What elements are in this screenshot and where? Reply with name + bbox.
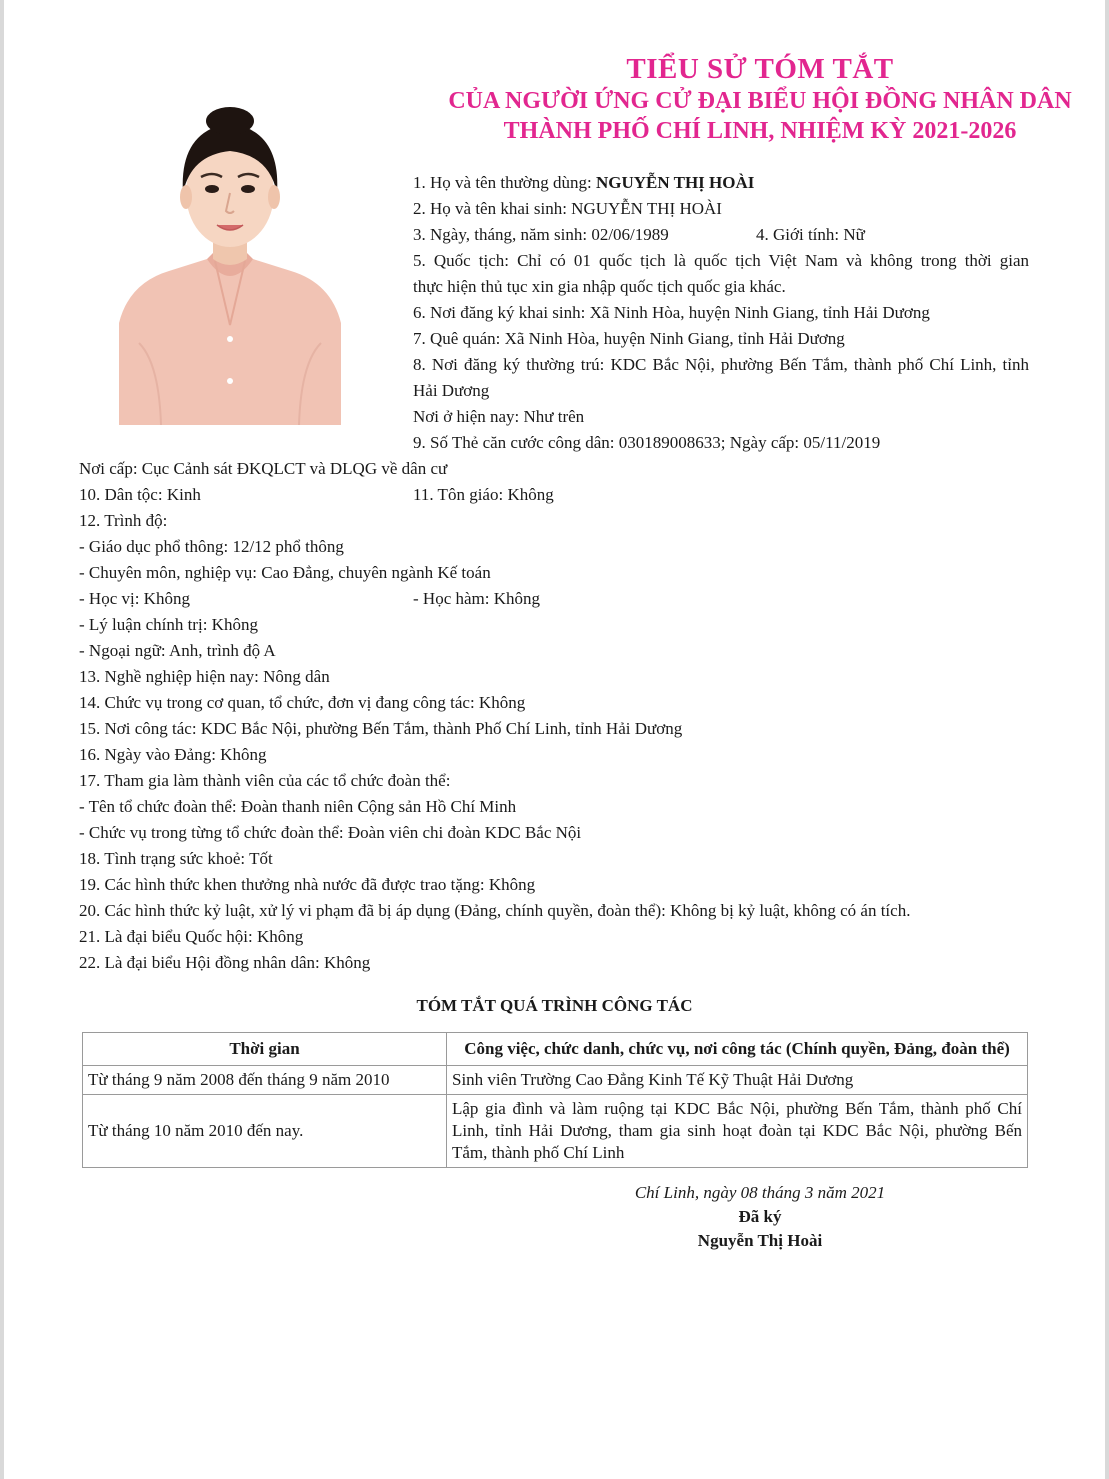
field-common-name-value: NGUYỄN THỊ HOÀI [596, 173, 755, 192]
table-row [83, 1066, 1028, 1095]
field-occupation: 13. Nghề nghiệp hiện nay: Nông dân [79, 667, 330, 686]
field-common-name [413, 170, 754, 196]
field-political-theory: - Lý luận chính trị: Không [79, 615, 258, 634]
header-description: Công việc, chức danh, chức vụ, nơi công tác (Chính quyền, Đảng, đoàn thể) [447, 1033, 1028, 1066]
row-description: Sinh viên Trường Cao Đẳng Kinh Tế Kỹ Thuật Hải Dương [447, 1066, 1028, 1095]
field-national-assembly: 21. Là đại biểu Quốc hội: Không [79, 927, 304, 946]
table-row [83, 1095, 1028, 1168]
signature-status: Đã ký [738, 1207, 782, 1226]
field-discipline: 20. Các hình thức kỷ luật, xử lý vi phạm đã bị áp dụng (Đảng, chính quyền, đoàn thể): Không bị kỷ luật, không có án tích. [79, 901, 911, 920]
field-ethnicity: 10. Dân tộc: Kinh [79, 485, 201, 504]
work-history-table [82, 1032, 1028, 1168]
field-common-name-label: 1. Họ và tên thường dùng: [413, 173, 596, 192]
field-hometown: 7. Quê quán: Xã Ninh Hòa, huyện Ninh Giang, tỉnh Hải Dương [413, 329, 845, 348]
page-border-left [0, 0, 4, 1479]
header-time: Thời gian [83, 1033, 447, 1066]
field-degree: - Học vị: Không [79, 589, 190, 608]
field-id-issuer: Nơi cấp: Cục Cảnh sát ĐKQLCT và DLQG về dân cư [79, 459, 448, 478]
table-header-row [83, 1033, 1028, 1066]
field-birth-registration: 6. Nơi đăng ký khai sinh: Xã Ninh Hòa, huyện Ninh Giang, tỉnh Hải Dương [413, 303, 930, 322]
field-organizations: 17. Tham gia làm thành viên của các tổ chức đoàn thể: [79, 771, 451, 790]
field-religion: 11. Tôn giáo: Không [413, 485, 554, 504]
page-border-right [1105, 0, 1109, 1479]
field-health: 18. Tình trạng sức khoẻ: Tốt [79, 849, 273, 868]
row-time: Từ tháng 9 năm 2008 đến tháng 9 năm 2010 [83, 1066, 447, 1095]
field-permanent-residence-cont: Hải Dương [413, 381, 490, 400]
title-line-2: CỦA NGƯỜI ỨNG CỬ ĐẠI BIỂU HỘI ĐỒNG NHÂN DÂN [448, 88, 1072, 114]
title-line-3: THÀNH PHỐ CHÍ LINH, NHIỆM KỲ 2021-2026 [503, 118, 1017, 144]
field-birth-name: 2. Họ và tên khai sinh: NGUYỄN THỊ HOÀI [413, 199, 722, 218]
field-education-heading: 12. Trình độ: [79, 511, 168, 530]
field-academic-title: - Học hàm: Không [413, 589, 541, 608]
signature-name: Nguyễn Thị Hoài [697, 1231, 823, 1250]
field-foreign-language: - Ngoại ngữ: Anh, trình độ A [79, 641, 276, 660]
signature-place-date: Chí Linh, ngày 08 tháng 3 năm 2021 [634, 1183, 886, 1202]
field-organization-role: - Chức vụ trong từng tổ chức đoàn thể: Đoàn viên chi đoàn KDC Bắc Nội [79, 823, 582, 842]
field-nationality-cont: thực hiện thủ tục xin gia nhập quốc tịch quốc gia khác. [413, 277, 786, 296]
work-history-title: TÓM TẮT QUÁ TRÌNH CÔNG TÁC [416, 996, 693, 1015]
field-birth-date: 3. Ngày, tháng, năm sinh: 02/06/1989 [413, 225, 669, 244]
field-current-residence: Nơi ở hiện nay: Như trên [413, 407, 585, 426]
row-description: Lập gia đình và làm ruộng tại KDC Bắc Nội, phường Bến Tắm, thành phố Chí Linh, tỉnh Hải Dương, tham gia sinh hoạt đoàn tại KDC Bắc Nội, phường Bến Tắm, thành phố Chí Linh [447, 1095, 1028, 1168]
field-party-date: 16. Ngày vào Đảng: Không [79, 745, 267, 764]
field-nationality: 5. Quốc tịch: Chỉ có 01 quốc tịch là quốc tịch Việt Nam và không trong thời gian [413, 251, 1029, 270]
field-peoples-council: 22. Là đại biểu Hội đồng nhân dân: Không [79, 953, 371, 972]
field-workplace: 15. Nơi công tác: KDC Bắc Nội, phường Bến Tắm, thành Phố Chí Linh, tỉnh Hải Dương [79, 719, 683, 738]
field-organization-name: - Tên tổ chức đoàn thể: Đoàn thanh niên Cộng sản Hồ Chí Minh [79, 797, 517, 816]
title-line-1: TIỂU SỬ TÓM TẮT [626, 53, 894, 85]
document-title [390, 52, 1109, 146]
field-professional: - Chuyên môn, nghiệp vụ: Cao Đẳng, chuyên ngành Kế toán [79, 563, 491, 582]
field-awards: 19. Các hình thức khen thưởng nhà nước đã được trao tặng: Không [79, 875, 536, 894]
field-id-card: 9. Số Thẻ căn cước công dân: 030189008633; Ngày cấp: 05/11/2019 [413, 433, 881, 452]
field-permanent-residence: 8. Nơi đăng ký thường trú: KDC Bắc Nội, phường Bến Tắm, thành phố Chí Linh, tỉnh [413, 355, 1029, 374]
row-time: Từ tháng 10 năm 2010 đến nay. [83, 1095, 447, 1168]
field-gender: 4. Giới tính: Nữ [756, 225, 865, 244]
candidate-photo [119, 93, 341, 425]
field-general-education: - Giáo dục phổ thông: 12/12 phổ thông [79, 537, 344, 556]
field-position: 14. Chức vụ trong cơ quan, tổ chức, đơn vị đang công tác: Không [79, 693, 526, 712]
